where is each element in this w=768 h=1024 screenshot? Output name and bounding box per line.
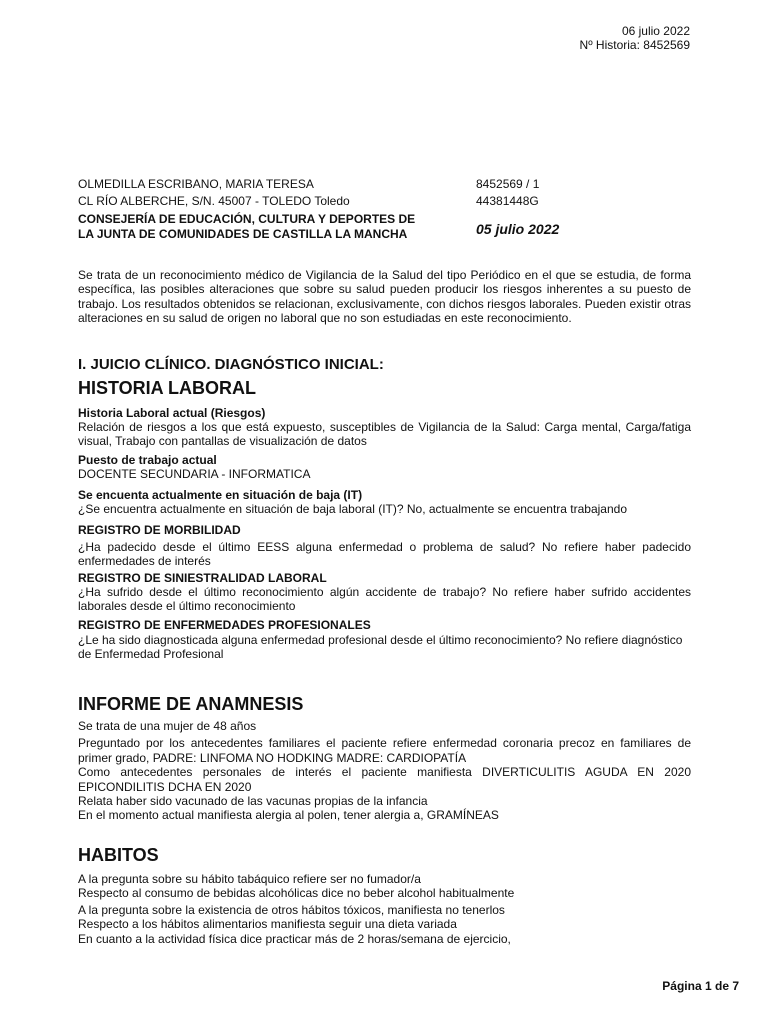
history-number: Nº Historia: 8452569	[579, 38, 690, 52]
habitos-line: Respecto al consumo de bebidas alcohólicas dice no beber alcohol habitualmente	[78, 886, 515, 901]
anamnesis-line: Como antecedentes personales de interés el paciente manifiesta DIVERTICULITIS AGUDA EN 2020 EPICONDILITIS DCHA EN 2020	[78, 765, 691, 794]
anamnesis-line: En el momento actual manifiesta alergia al polen, tener alergia a, GRAMÍNEAS	[78, 808, 499, 823]
patient-dni: 44381448G	[476, 194, 539, 208]
riesgos-label: Historia Laboral actual (Riesgos)	[78, 406, 266, 420]
profesionales-text: ¿Le ha sido diagnosticada alguna enfermedad profesional desde el último reconocimiento? No refiere diagnóstico de Enfermedad Profesional	[78, 633, 683, 662]
siniestralidad-label: REGISTRO DE SINIESTRALIDAD LABORAL	[78, 571, 327, 585]
morbilidad-label: REGISTRO DE MORBILIDAD	[78, 523, 241, 537]
siniestralidad-text: ¿Ha sufrido desde el último reconocimiento algún accidente de trabajo? No refiere haber sufrido accidentes laborales desde el último reconocimiento	[78, 585, 691, 614]
habitos-line: Respecto a los hábitos alimentarios manifiesta seguir una dieta variada	[78, 917, 457, 932]
anamnesis-title: INFORME DE ANAMNESIS	[78, 694, 304, 714]
anamnesis-line: Se trata de una mujer de 48 años	[78, 719, 257, 733]
puesto-text: DOCENTE SECUNDARIA - INFORMATICA	[78, 467, 311, 481]
company-line-1: CONSEJERÍA DE EDUCACIÓN, CULTURA Y DEPORTES DE	[78, 212, 416, 226]
habitos-line: En cuanto a la actividad física dice practicar más de 2 horas/semana de ejercicio,	[78, 931, 511, 946]
baja-text: ¿Se encuentra actualmente en situación de baja laboral (IT)? No, actualmente se encuentra trabajando	[78, 502, 627, 516]
habitos-title: HABITOS	[78, 845, 159, 865]
intro-paragraph: Se trata de un reconocimiento médico de Vigilancia de la Salud del tipo Periódico en el que se estudia, de forma específica, las posibles alteraciones que sobre su salud pueden producir los riesgos inherentes a su puesto de trabajo. Los resultados obtenidos se relacionan, exclusivamente, con dichos riesgos laborales. Pueden existir otras alteraciones en su salud de origen no laboral que no son estudiadas en este reconocimiento.	[78, 268, 691, 326]
patient-address: CL RÍO ALBERCHE, S/N. 45007 - TOLEDO Toledo	[78, 194, 350, 208]
anamnesis-line: Relata haber sido vacunado de las vacunas propias de la infancia	[78, 794, 428, 809]
puesto-label: Puesto de trabajo actual	[78, 453, 217, 467]
anamnesis-line: Preguntado por los antecedentes familiares el paciente refiere enfermedad coronaria precoz en familiares de primer grado, PADRE: LINFOMA NO HODKING MADRE: CARDIOPATÍA	[78, 736, 691, 765]
patient-name: OLMEDILLA ESCRIBANO, MARIA TERESA	[78, 177, 314, 191]
company-line-2: LA JUNTA DE COMUNIDADES DE CASTILLA LA MANCHA	[78, 227, 408, 241]
habitos-list	[78, 872, 691, 946]
morbilidad-text: ¿Ha padecido desde el último EESS alguna enfermedad o problema de salud? No refiere haber padecido enfermedades de interés	[78, 540, 691, 569]
historia-laboral-title: HISTORIA LABORAL	[78, 378, 256, 398]
riesgos-text: Relación de riesgos a los que está expuesto, susceptibles de Vigilancia de la Salud: Carga mental, Carga/fatiga visual, Trabajo con pantallas de visualización de datos	[78, 420, 691, 449]
exam-date: 05 julio 2022	[476, 221, 560, 237]
habitos-line: A la pregunta sobre su hábito tabáquico refiere ser no fumador/a	[78, 872, 421, 886]
anamnesis-list	[78, 719, 691, 823]
document-date: 06 julio 2022	[621, 24, 690, 38]
habitos-line: A la pregunta sobre la existencia de otros hábitos tóxicos, manifiesta no tenerlos	[78, 902, 505, 917]
patient-id: 8452569 / 1	[476, 177, 540, 191]
profesionales-label: REGISTRO DE ENFERMEDADES PROFESIONALES	[78, 618, 371, 632]
page-number: Página 1 de 7	[662, 979, 739, 993]
section-title-juicio-clinico: I. JUICIO CLÍNICO. DIAGNÓSTICO INICIAL:	[78, 356, 384, 373]
baja-label: Se encuenta actualmente en situación de baja (IT)	[78, 488, 363, 502]
